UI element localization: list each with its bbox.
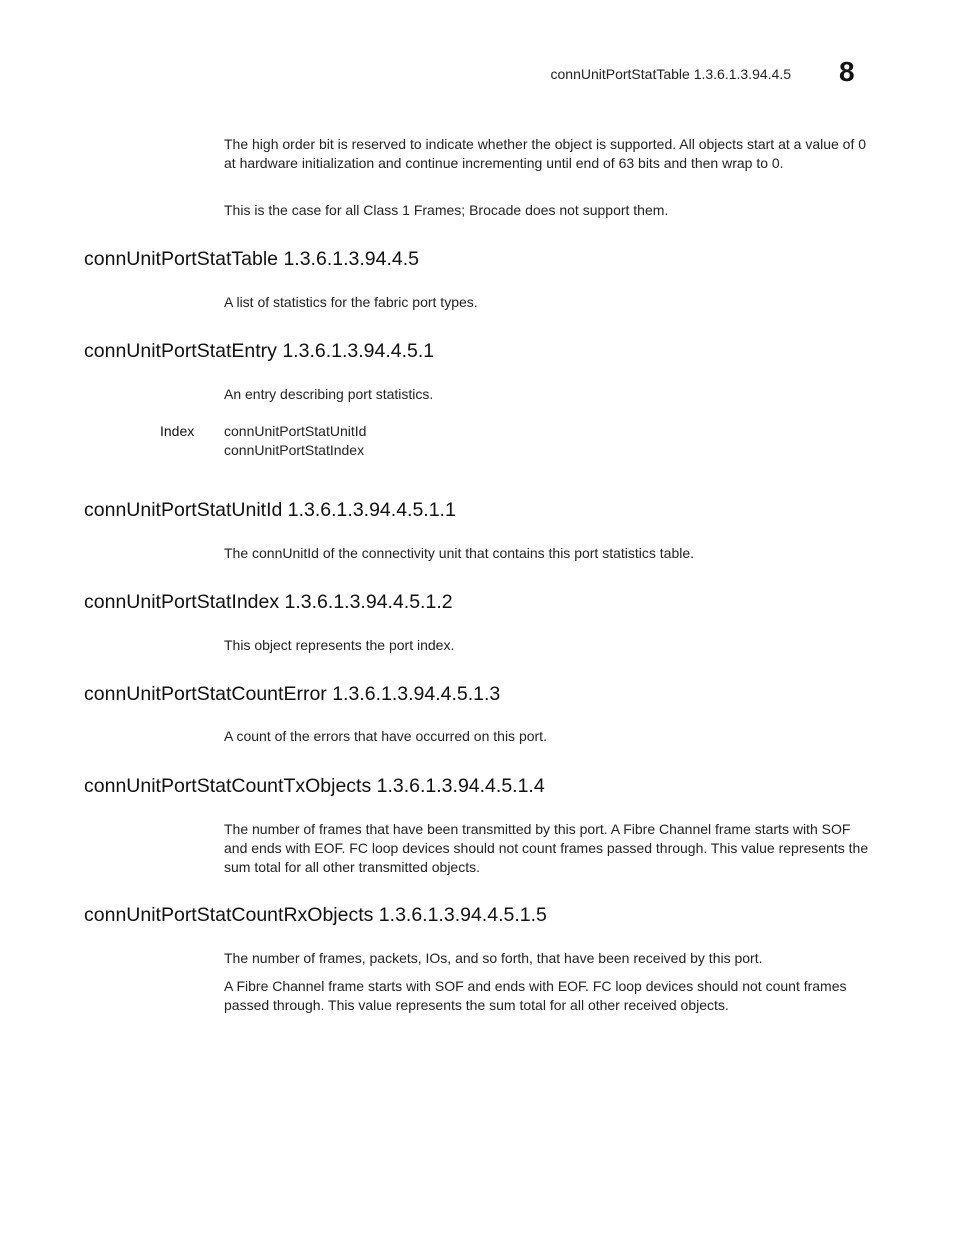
heading-count-error: connUnitPortStatCountError 1.3.6.1.3.94.4.5.1.3 — [84, 683, 501, 705]
count-rx-description-1: The number of frames, packets, IOs, and so forth, that have been received by this port. — [224, 950, 763, 966]
intro-paragraph-2: This is the case for all Class 1 Frames; Brocade does not support them. — [224, 202, 669, 218]
stat-index-description: This object represents the port index. — [224, 637, 455, 653]
count-rx-description-2: A Fibre Channel frame starts with SOF and ends with EOF. FC loop devices should not count frames passed through. This value represents the sum total for all other received objects. — [224, 978, 847, 1013]
chapter-number: 8 — [839, 56, 855, 87]
running-header-title: connUnitPortStatTable 1.3.6.1.3.94.4.5 — [550, 66, 791, 82]
intro-paragraph-1: The high order bit is reserved to indicate whether the object is supported. All objects start at a value of 0 at hardware initialization and continue incrementing until end of 63 bits and then wrap to 0. — [224, 136, 867, 171]
count-tx-description: The number of frames that have been transmitted by this port. A Fibre Channel frame starts with SOF and ends with EOF. FC loop devices should not count frames passed through. This value represents the sum total for all other transmitted objects. — [224, 821, 869, 875]
stat-entry-description: An entry describing port statistics. — [224, 386, 434, 402]
heading-stat-entry: connUnitPortStatEntry 1.3.6.1.3.94.4.5.1 — [84, 340, 435, 362]
heading-count-tx: connUnitPortStatCountTxObjects 1.3.6.1.3.94.4.5.1.4 — [84, 775, 545, 797]
count-error-description: A count of the errors that have occurred on this port. — [224, 728, 547, 744]
index-label: Index — [160, 423, 195, 439]
heading-stat-table: connUnitPortStatTable 1.3.6.1.3.94.4.5 — [84, 248, 419, 270]
index-value-stat-index: connUnitPortStatIndex — [224, 442, 365, 458]
heading-count-rx: connUnitPortStatCountRxObjects 1.3.6.1.3.94.4.5.1.5 — [84, 904, 547, 926]
running-header — [0, 56, 954, 92]
heading-stat-index: connUnitPortStatIndex 1.3.6.1.3.94.4.5.1.2 — [84, 591, 453, 613]
index-values — [224, 422, 366, 460]
stat-unit-id-description: The connUnitId of the connectivity unit that contains this port statistics table. — [224, 545, 695, 561]
stat-table-description: A list of statistics for the fabric port types. — [224, 294, 478, 310]
heading-stat-unit-id: connUnitPortStatUnitId 1.3.6.1.3.94.4.5.1.1 — [84, 499, 456, 521]
index-value-unit-id: connUnitPortStatUnitId — [224, 423, 367, 439]
